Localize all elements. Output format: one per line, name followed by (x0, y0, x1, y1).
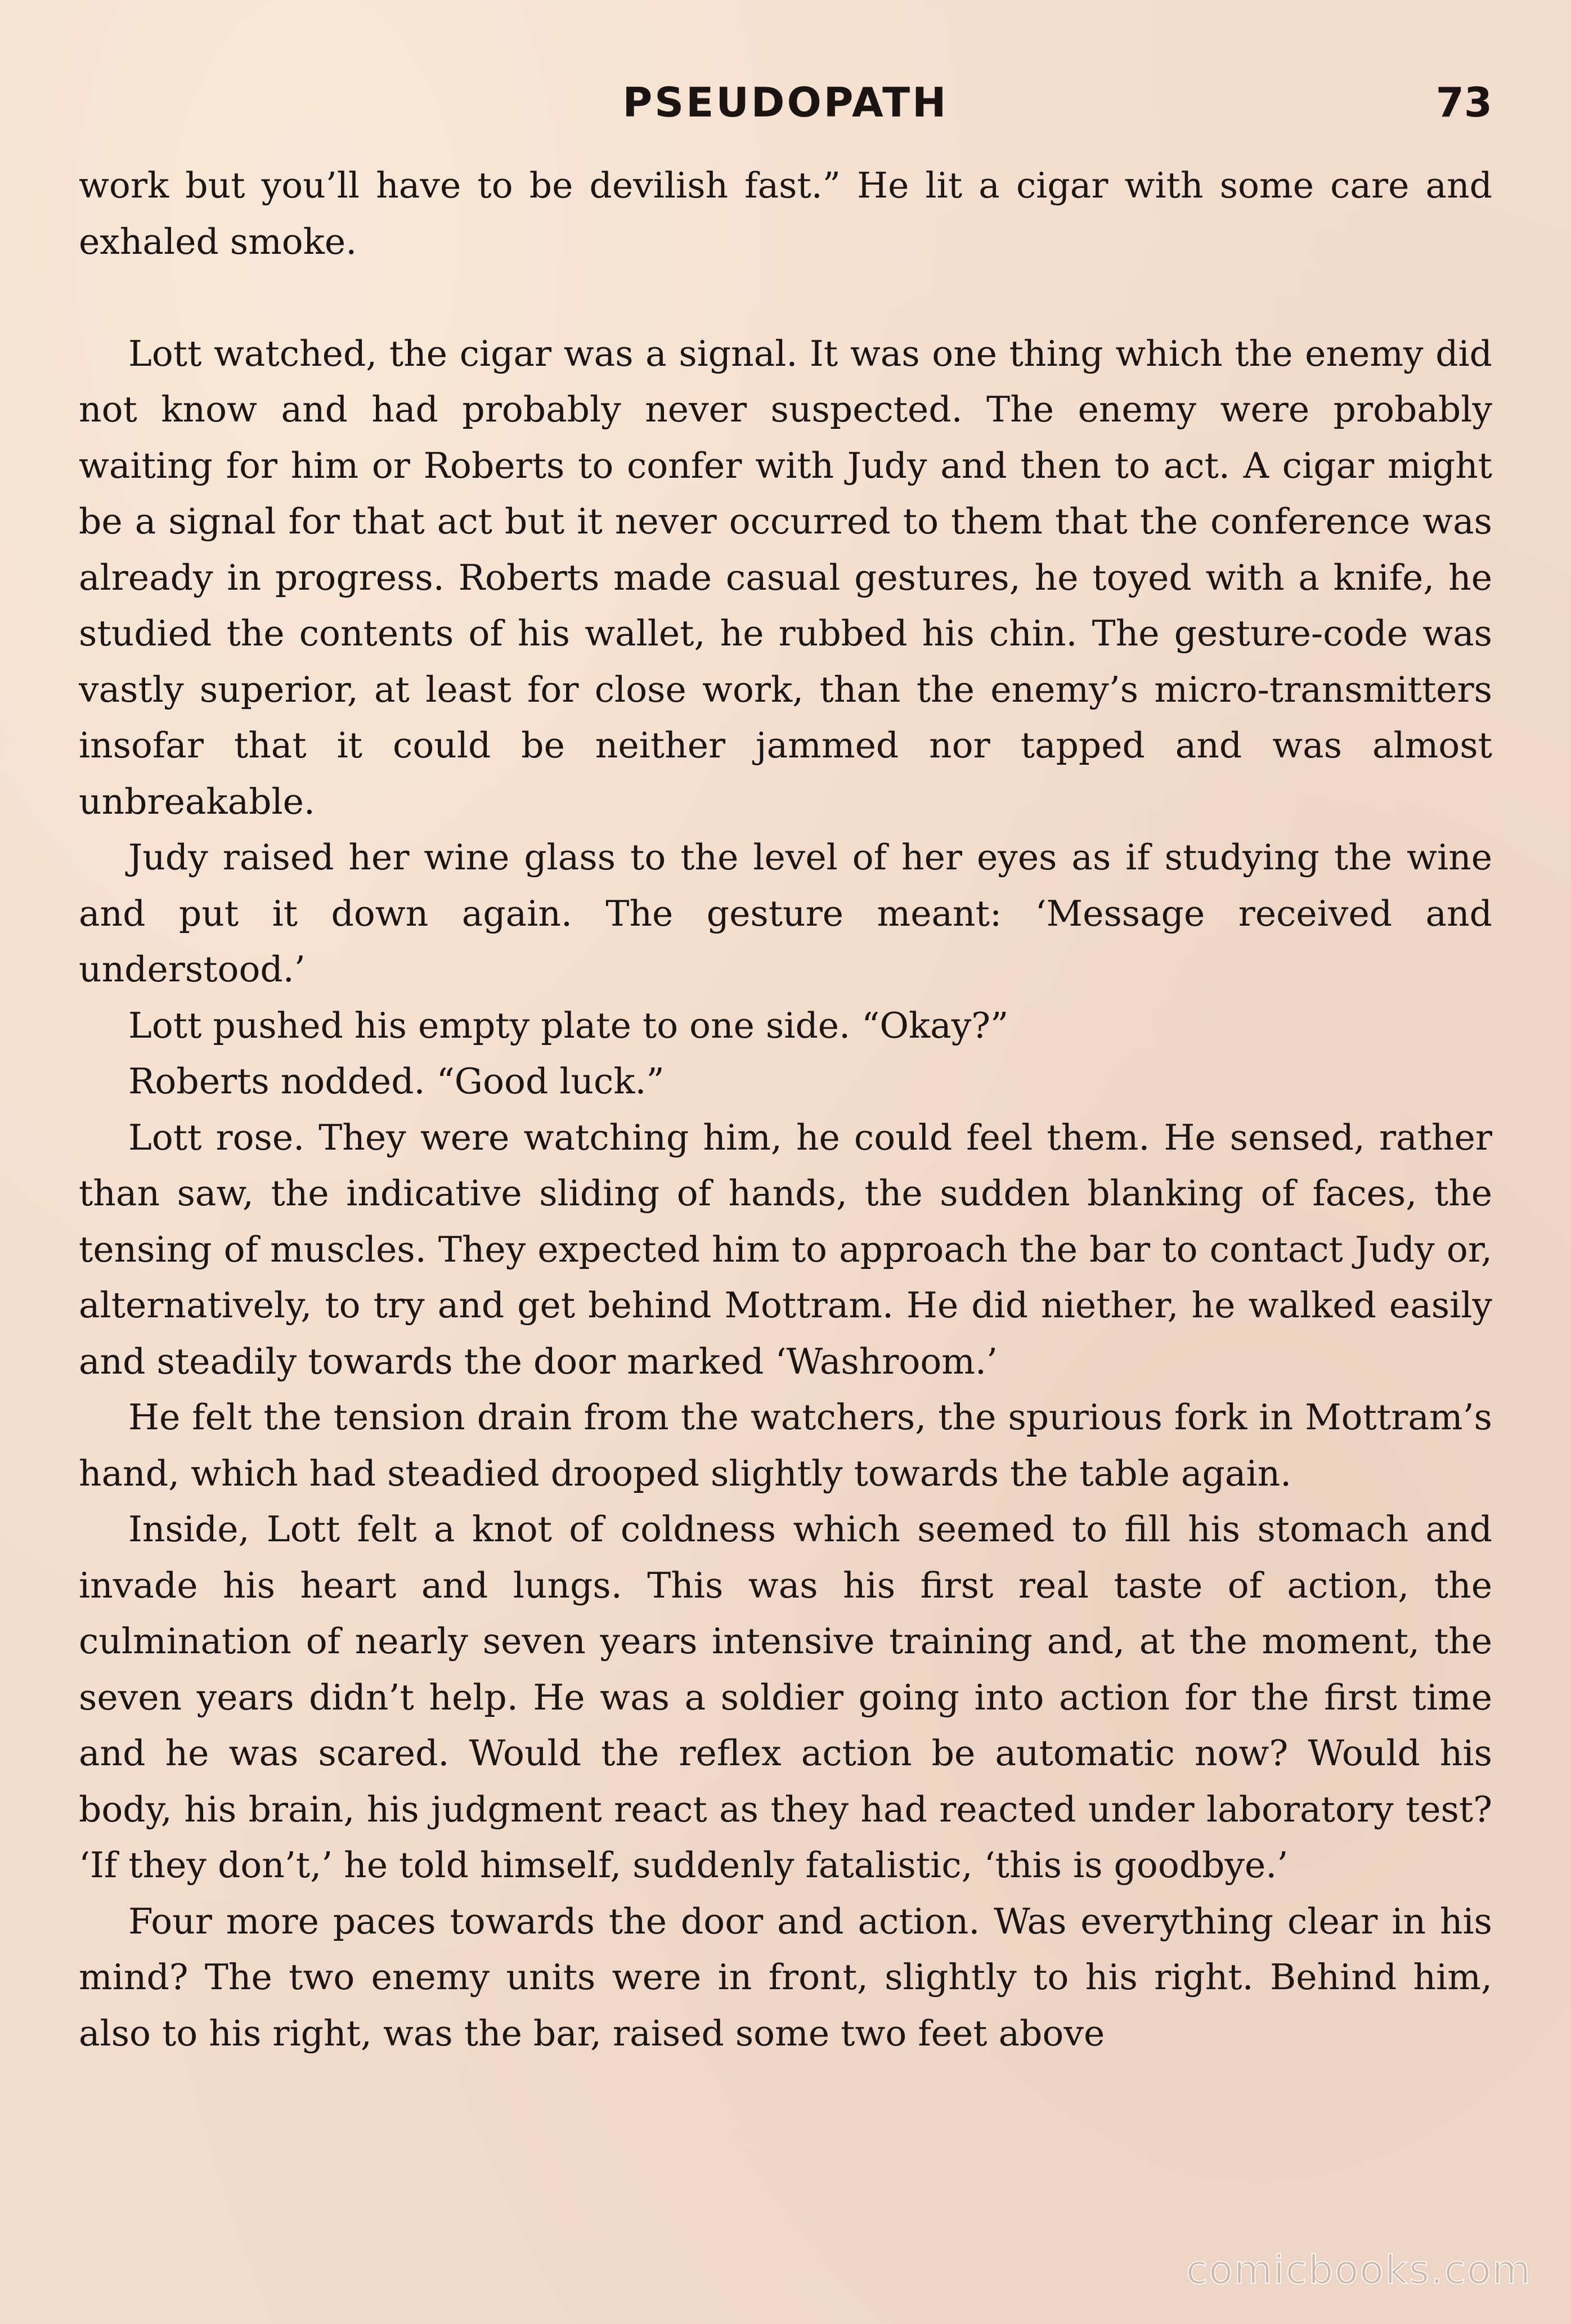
paragraph: Lott watched, the cigar was a signal. It was one thing which the enemy did not know and had probably never suspected. The enemy were probably waiting for him or Roberts to confer with Judy and then to act. A cigar might be a signal for that act but it never occurred to them that the conference was already in progress. Roberts made casual gestures, he toyed with a knife, he studied the contents of his wallet, he rubbed his chin. The gesture-code was vastly superior, at least for close work, than the enemy’s micro-transmitters insofar that it could be neither jammed nor tapped and was almost unbreakable. (79, 333, 1492, 822)
paragraph: Four more paces towards the door and action. Was everything clear in his mind? The two enemy units were in front, slightly to his right. Behind him, also to his right, was the bar, raised some two feet above (79, 1900, 1492, 2054)
paragraph: Lott pushed his empty plate to one side. “Okay?” (128, 1004, 1009, 1046)
site-watermark: comicbooks.com (1186, 2247, 1532, 2293)
paragraph: work but you’ll have to be devilish fast.” He lit a cigar with some care and exhaled smoke. (79, 165, 1492, 262)
body-text (79, 158, 1492, 2061)
paragraph: Lott rose. They were watching him, he could feel them. He sensed, rather than saw, the indicative sliding of hands, the sudden blanking of faces, the tensing of muscles. They expected him to approach the bar to contact Judy or, alternatively, to try and get behind Mottram. He did niether, he walked easily and steadily towards the door marked ‘Washroom.’ (79, 1116, 1492, 1382)
running-title: PSEUDOPATH (622, 79, 949, 126)
paragraph: Judy raised her wine glass to the level of her eyes as if studying the wine and put it down again. The gesture meant: ‘Message received and understood.’ (79, 837, 1492, 990)
paragraph: Inside, Lott felt a knot of coldness which seemed to fill his stomach and invade his heart and lungs. This was his first real taste of action, the culmination of nearly seven years intensive training and, at the moment, the seven years didn’t help. He was a soldier going into action for the first time and he was scared. Would the reflex action be automatic now? Would his body, his brain, his judgment react as they had reacted under laboratory test? ‘If they don’t,’ he told himself, suddenly fatalistic, ‘this is goodbye.’ (79, 1509, 1492, 1886)
paragraph: Roberts nodded. “Good luck.” (128, 1061, 665, 1102)
paragraph: He felt the tension drain from the watchers, the spurious fork in Mottram’s hand, which had steadied drooped slightly towards the table again. (79, 1397, 1492, 1494)
page-number: 73 (1435, 79, 1492, 126)
running-header (79, 79, 1492, 141)
